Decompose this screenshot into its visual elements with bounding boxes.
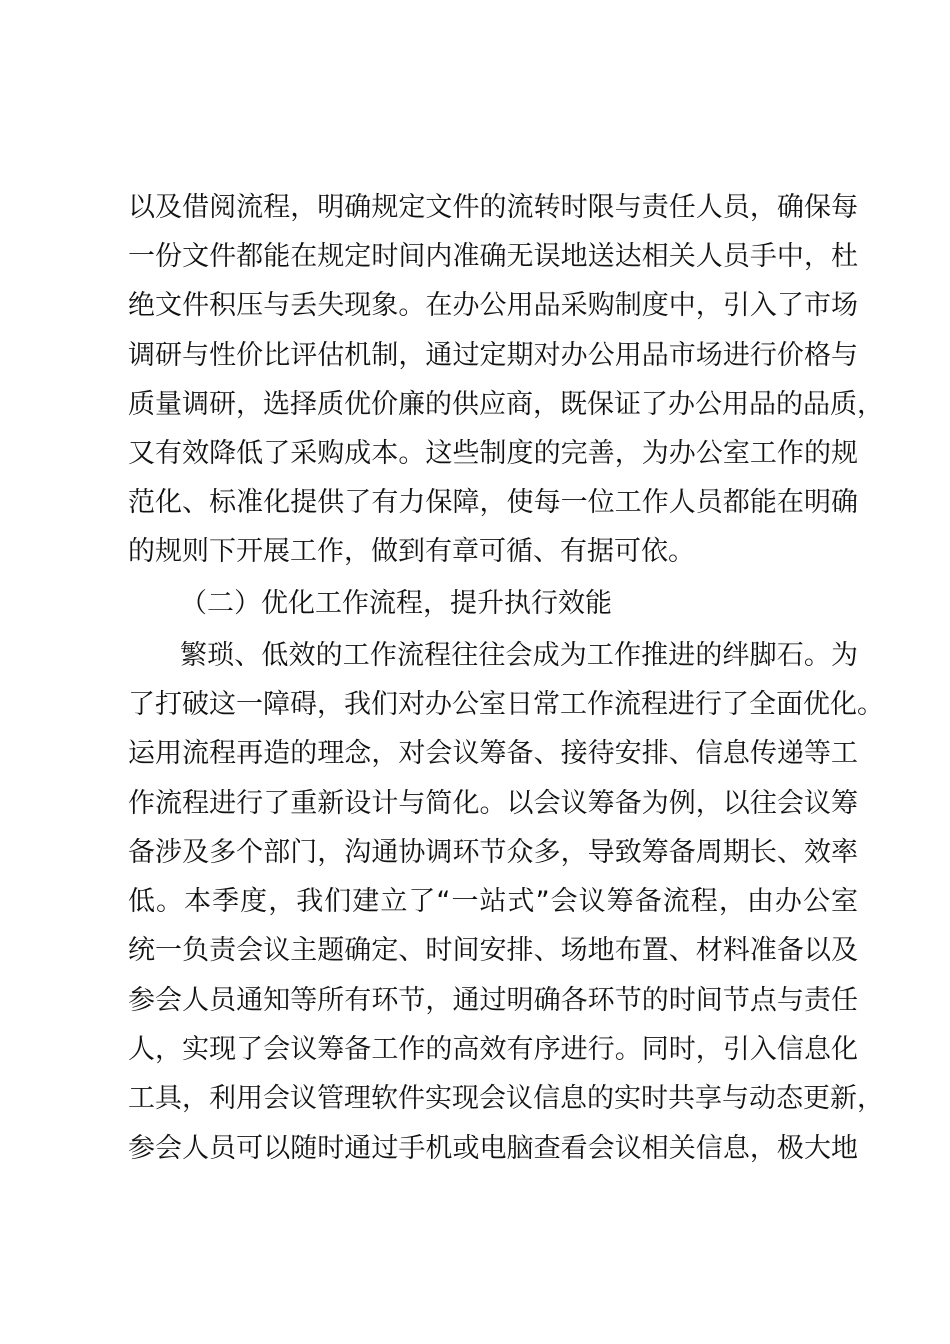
- paragraph-2-line-2: 了打破这一障碍，我们对办公室日常工作流程进行了全面优化。: [128, 689, 884, 720]
- paragraph-1-line-2: 一份文件都能在规定时间内准确无误地送达相关人员手中，杜: [128, 241, 858, 272]
- paragraph-1-line-3: 绝文件积压与丢失现象。在办公用品采购制度中，引入了市场: [128, 290, 858, 321]
- paragraph-1-line-7: 范化、标准化提供了有力保障，使每一位工作人员都能在明确: [128, 487, 858, 518]
- paragraph-2-line-7: 统一负责会议主题确定、时间安排、场地布置、材料准备以及: [128, 935, 858, 966]
- paragraph-2-line-11: 参会人员可以随时通过手机或电脑查看会议相关信息，极大地: [128, 1133, 858, 1164]
- paragraph-1-line-5: 质量调研，选择质优价廉的供应商，既保证了办公用品的品质，: [128, 389, 884, 420]
- paragraph-1-line-1: 以及借阅流程，明确规定文件的流转时限与责任人员，确保每: [128, 192, 858, 223]
- section-heading: （二）优化工作流程，提升执行效能: [180, 588, 612, 619]
- paragraph-1-line-8: 的规则下开展工作，做到有章可循、有据可依。: [128, 536, 695, 567]
- paragraph-2-line-5: 备涉及多个部门，沟通协调环节众多，导致筹备周期长、效率: [128, 837, 858, 868]
- paragraph-1-line-6: 又有效降低了采购成本。这些制度的完善，为办公室工作的规: [128, 438, 858, 469]
- paragraph-2-line-3: 运用流程再造的理念，对会议筹备、接待安排、信息传递等工: [128, 738, 858, 769]
- paragraph-2-line-9: 人，实现了会议筹备工作的高效有序进行。同时，引入信息化: [128, 1034, 858, 1065]
- paragraph-2-line-1: 繁琐、低效的工作流程往往会成为工作推进的绊脚石。为: [180, 640, 858, 671]
- paragraph-2-line-10: 工具，利用会议管理软件实现会议信息的实时共享与动态更新，: [128, 1083, 884, 1114]
- paragraph-2-line-8: 参会人员通知等所有环节，通过明确各环节的时间节点与责任: [128, 985, 858, 1016]
- paragraph-2-line-4: 作流程进行了重新设计与简化。以会议筹备为例，以往会议筹: [128, 788, 858, 819]
- paragraph-2-line-6: 低。本季度，我们建立了“一站式”会议筹备流程，由办公室: [128, 886, 858, 917]
- paragraph-1-line-4: 调研与性价比评估机制，通过定期对办公用品市场进行价格与: [128, 340, 858, 371]
